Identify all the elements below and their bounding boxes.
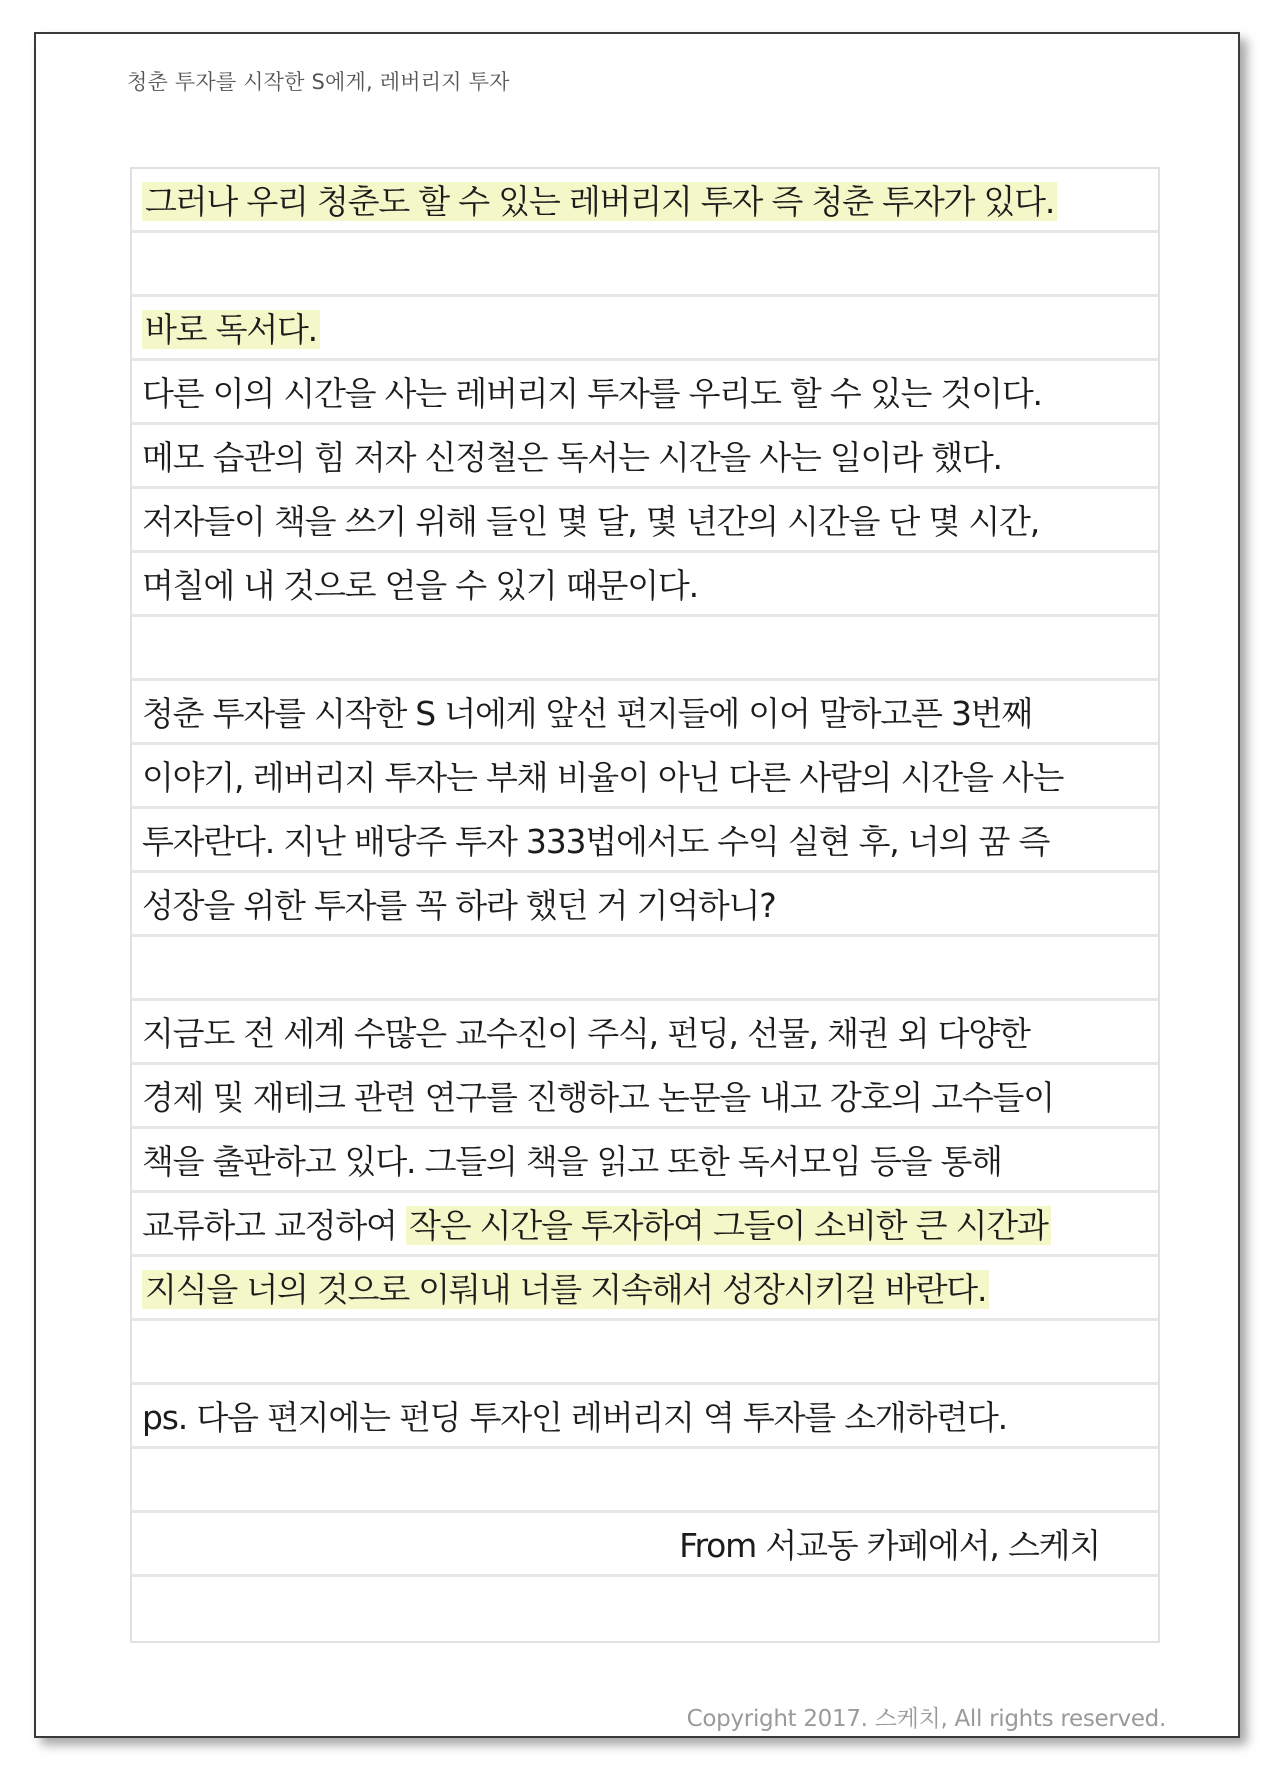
line-text: 책을 출판하고 있다. 그들의 책을 읽고 또한 독서모임 등을 통해 (142, 1142, 1002, 1181)
letter-line-blank (132, 937, 1158, 1001)
line-text: 경제 및 재테크 관련 연구를 진행하고 논문을 내고 강호의 고수들이 (142, 1078, 1054, 1117)
letter-line-blank (132, 1321, 1158, 1385)
signature: From 서교동 카페에서, 스케치 (679, 1526, 1100, 1565)
highlighted-text: 그러나 우리 청춘도 할 수 있는 레버리지 투자 즉 청춘 투자가 있다. (142, 182, 1057, 221)
letter-line (132, 745, 1158, 809)
letter-line-blank (132, 233, 1158, 297)
letter-line (132, 169, 1158, 233)
letter-line (132, 297, 1158, 361)
line-text: 며칠에 내 것으로 얻을 수 있기 때문이다. (142, 566, 698, 605)
letter-line (132, 1129, 1158, 1193)
line-text: 성장을 위한 투자를 꼭 하라 했던 거 기억하니? (142, 886, 776, 925)
letter-line (132, 553, 1158, 617)
letter-line (132, 1193, 1158, 1257)
line-text: 메모 습관의 힘 저자 신정철은 독서는 시간을 사는 일이라 했다. (142, 438, 1002, 477)
line-text: ps. 다음 편지에는 펀딩 투자인 레버리지 역 투자를 소개하련다. (142, 1398, 1007, 1437)
letter-line-blank (132, 1449, 1158, 1513)
letter-line (132, 425, 1158, 489)
line-text: 투자란다. 지난 배당주 투자 333법에서도 수익 실현 후, 너의 꿈 즉 (142, 822, 1050, 861)
letter-line (132, 1065, 1158, 1129)
line-text: 이야기, 레버리지 투자는 부채 비율이 아닌 다른 사람의 시간을 사는 (142, 758, 1064, 797)
line-text: 교류하고 교정하여 (142, 1206, 407, 1245)
letter-line (132, 809, 1158, 873)
lined-letter-body (130, 167, 1160, 1643)
line-text: 저자들이 책을 쓰기 위해 들인 몇 달, 몇 년간의 시간을 단 몇 시간, (142, 502, 1040, 541)
letter-page (34, 32, 1240, 1738)
letter-line-blank (132, 1577, 1158, 1641)
line-text: 청춘 투자를 시작한 S 너에게 앞선 편지들에 이어 말하고픈 3번째 (142, 694, 1033, 733)
line-text: 다른 이의 시간을 사는 레버리지 투자를 우리도 할 수 있는 것이다. (142, 374, 1042, 413)
letter-line (132, 681, 1158, 745)
letter-line-blank (132, 617, 1158, 681)
letter-line (132, 1513, 1158, 1577)
letter-line (132, 1385, 1158, 1449)
letter-line (132, 1001, 1158, 1065)
letter-line (132, 1257, 1158, 1321)
highlighted-text: 지식을 너의 것으로 이뤄내 너를 지속해서 성장시키길 바란다. (142, 1270, 989, 1309)
highlighted-text: 작은 시간을 투자하여 그들이 소비한 큰 시간과 (406, 1206, 1051, 1245)
page-header-title: 청춘 투자를 시작한 S에게, 레버리지 투자 (127, 70, 510, 94)
copyright-notice: Copyright 2017. 스케치, All rights reserved. (686, 1706, 1166, 1732)
letter-line (132, 489, 1158, 553)
letter-line (132, 873, 1158, 937)
highlighted-text: 바로 독서다. (142, 310, 320, 349)
letter-line (132, 361, 1158, 425)
line-text: 지금도 전 세계 수많은 교수진이 주식, 펀딩, 선물, 채권 외 다양한 (142, 1014, 1030, 1053)
